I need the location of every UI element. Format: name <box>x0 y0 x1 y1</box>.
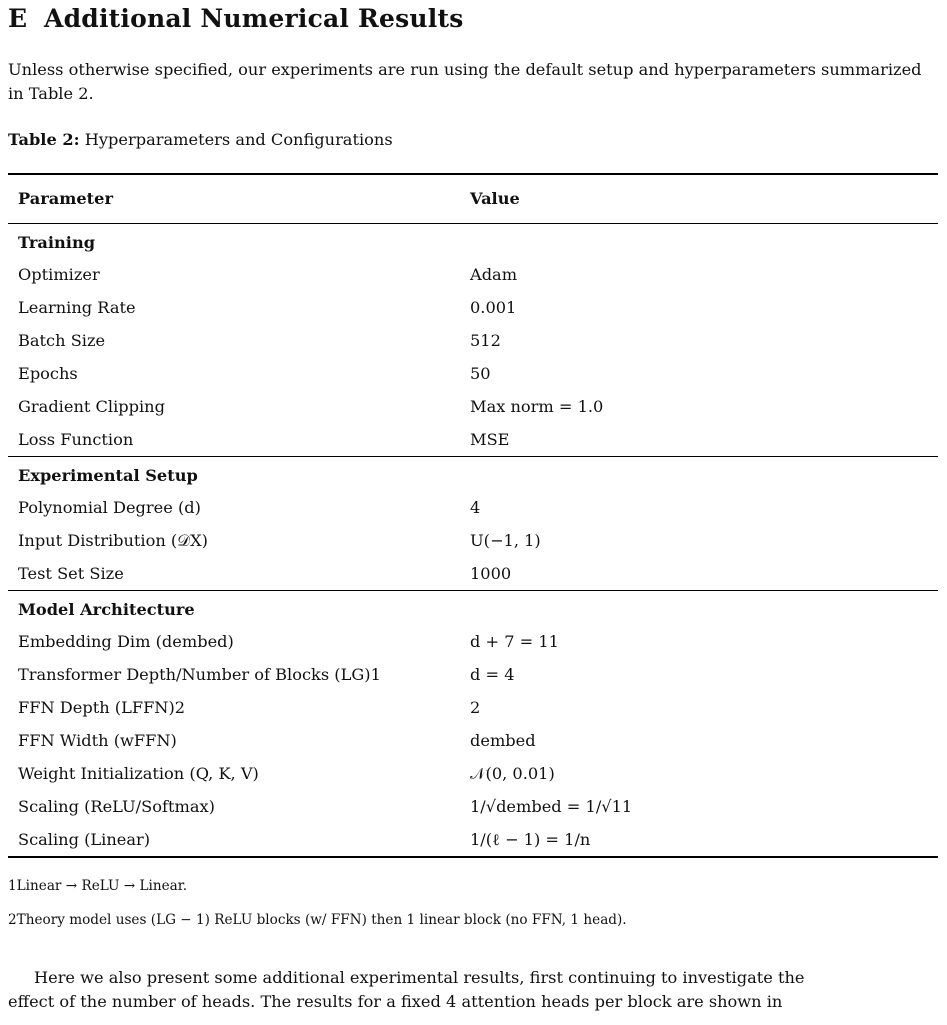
group-title-experimental-setup: Experimental Setup <box>8 456 938 491</box>
body-paragraph <box>8 966 938 1014</box>
param-name: Scaling (ReLU/Softmax) <box>18 797 215 816</box>
section-title: Additional Numerical Results <box>44 4 464 33</box>
param-value: 50 <box>470 364 491 383</box>
param-name: Transformer Depth/Number of Blocks (LG)1 <box>18 665 381 684</box>
param-value: U(−1, 1) <box>470 531 541 550</box>
param-value: 1/√dembed = 1/√11 <box>470 797 633 816</box>
param-value: 0.001 <box>470 298 517 317</box>
param-value: d = 4 <box>470 665 515 684</box>
param-name: FFN Width (wFFN) <box>18 731 177 750</box>
header-value: Value <box>470 189 520 208</box>
group-title-model-architecture: Model Architecture <box>8 590 938 625</box>
param-value: dembed <box>470 731 536 750</box>
table-row <box>8 524 938 557</box>
param-value: Adam <box>470 265 518 284</box>
table-caption <box>8 130 393 149</box>
table-row <box>8 625 938 658</box>
group-title-training: Training <box>18 233 96 252</box>
intro-paragraph: Unless otherwise specified, our experiments are run using the default setup and hyperparameters summarized in Table 2. <box>8 60 922 103</box>
table-row <box>8 724 938 757</box>
param-name: Loss Function <box>18 430 134 449</box>
param-name: Scaling (Linear) <box>18 830 151 849</box>
table-caption-label: Table 2: <box>8 130 80 149</box>
param-name: Epochs <box>18 364 78 383</box>
param-name: Batch Size <box>18 331 106 350</box>
param-name: Gradient Clipping <box>18 397 165 416</box>
param-name: Polynomial Degree (d) <box>18 498 201 517</box>
table-row <box>8 357 938 390</box>
table-caption-text: Hyperparameters and Configurations <box>84 130 393 149</box>
param-value: 2 <box>470 698 481 717</box>
table-row <box>8 757 938 790</box>
table-row <box>8 491 938 524</box>
table-row <box>8 291 938 324</box>
param-value: Max norm = 1.0 <box>470 397 604 416</box>
param-value: d + 7 = 11 <box>470 632 559 651</box>
table-row <box>8 557 938 590</box>
body-line: Here we also present some additional experimental results, first continuing to investigate the <box>34 968 805 987</box>
param-value: 512 <box>470 331 501 350</box>
header-parameter: Parameter <box>18 189 113 208</box>
table-header-row <box>8 175 938 224</box>
section-heading <box>8 4 463 33</box>
body-line: effect of the number of heads. The results for a fixed 4 attention heads per block are shown in <box>8 992 783 1011</box>
param-name: Embedding Dim (dembed) <box>18 632 234 651</box>
param-value: 𝒩(0, 0.01) <box>470 764 555 783</box>
hyperparameter-table <box>8 173 938 858</box>
table-row <box>8 390 938 423</box>
param-name: Optimizer <box>18 265 100 284</box>
table-row <box>8 658 938 691</box>
footnote-1: 1Linear → ReLU → Linear. <box>8 878 188 894</box>
table-row <box>8 823 938 856</box>
param-value: 1000 <box>470 564 512 583</box>
table-row <box>8 423 938 456</box>
param-name: FFN Depth (LFFN)2 <box>18 698 186 717</box>
param-value: 4 <box>470 498 481 517</box>
table-row <box>8 324 938 357</box>
param-name: Test Set Size <box>18 564 124 583</box>
footnote-2: 2Theory model uses (LG − 1) ReLU blocks (w/ FFN) then 1 linear block (no FFN, 1 head). <box>8 912 627 928</box>
table-row <box>8 790 938 823</box>
table-row <box>8 258 938 291</box>
table-row <box>8 691 938 724</box>
param-name: Input Distribution (𝒟X) <box>18 531 208 550</box>
param-value: MSE <box>470 430 510 449</box>
param-name: Weight Initialization (Q, K, V) <box>18 764 259 783</box>
param-name: Learning Rate <box>18 298 136 317</box>
param-value: 1/(ℓ − 1) = 1/n <box>470 830 591 849</box>
section-number: E <box>8 4 28 33</box>
